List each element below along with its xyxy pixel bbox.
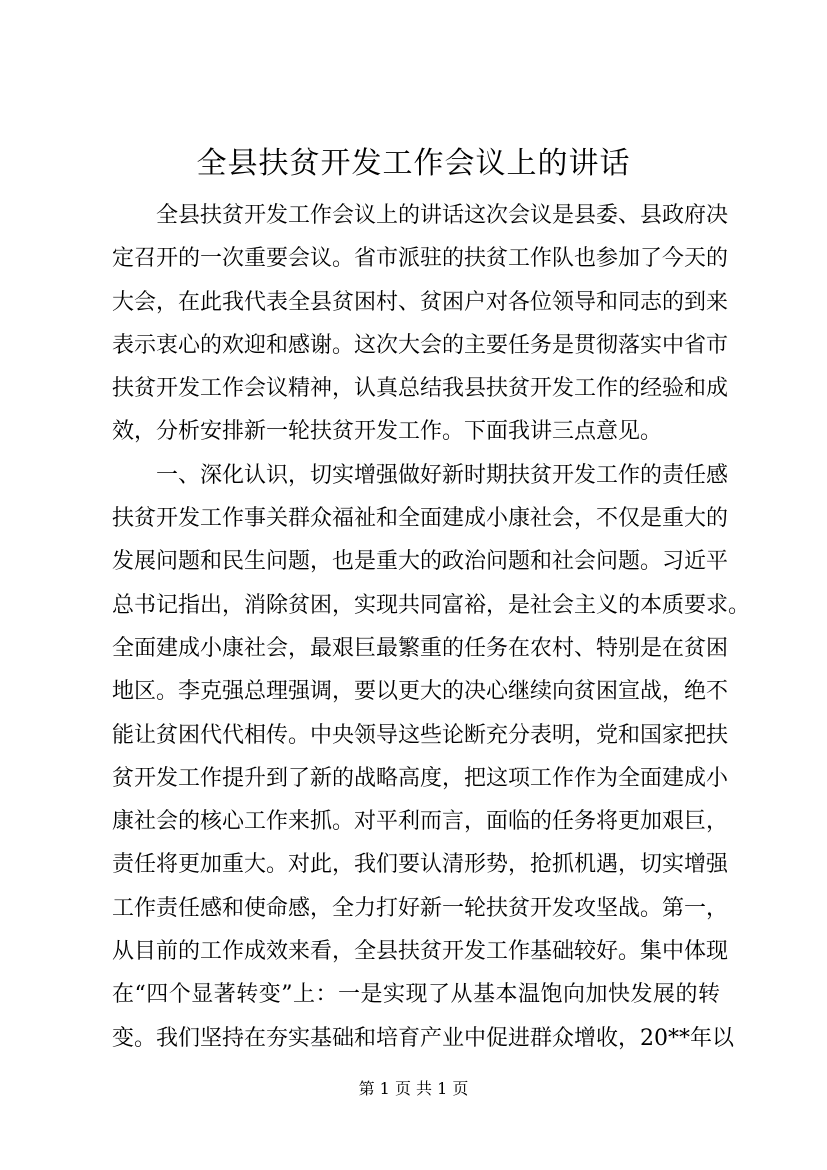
- body-line: 贫开发工作提升到了新的战略高度，把这项工作作为全面建成小: [112, 765, 729, 791]
- body-line: 在“四个显著转变”上：一是实现了从基本温饱向加快发展的转: [112, 982, 720, 1008]
- body-line: 扶贫开发工作事关群众福祉和全面建成小康社会，不仅是重大的: [112, 506, 729, 532]
- body-line: 效，分析安排新一轮扶贫开发工作。下面我讲三点意见。: [112, 419, 663, 445]
- body-line: 工作责任感和使命感，全力打好新一轮扶贫开发攻坚战。第一，: [112, 895, 729, 921]
- body-line: 定召开的一次重要会议。省市派驻的扶贫工作队也参加了今天的: [112, 246, 729, 272]
- body-line: 扶贫开发工作会议精神，认真总结我县扶贫开发工作的经验和成: [112, 376, 729, 402]
- body-line: 表示衷心的欢迎和感谢。这次大会的主要任务是贯彻落实中省市: [112, 332, 729, 358]
- body-line: 全县扶贫开发工作会议上的讲话这次会议是县委、县政府决: [156, 203, 729, 228]
- body-line: 从目前的工作成效来看，全县扶贫开发工作基础较好。集中体现: [112, 939, 729, 965]
- page-number-footer: 第 1 页 共 1 页: [358, 1079, 469, 1098]
- body-line: 总书记指出，消除贫困，实现共同富裕，是社会主义的本质要求。: [112, 592, 751, 618]
- document-title: 全县扶贫开发工作会议上的讲话: [196, 146, 631, 181]
- body-line: 地区。李克强总理强调，要以更大的决心继续向贫困宣战，绝不: [112, 679, 729, 705]
- body-line: 变。我们坚持在夯实基础和培育产业中促进群众增收，20**年以: [112, 1025, 734, 1051]
- body-line: 能让贫困代代相传。中央领导这些论断充分表明，党和国家把扶: [112, 722, 729, 748]
- body-line: 大会，在此我代表全县贫困村、贫困户对各位领导和同志的到来: [112, 289, 729, 315]
- body-line: 全面建成小康社会，最艰巨最繁重的任务在农村、特别是在贫困: [112, 635, 729, 661]
- body-line: 责任将更加重大。对此，我们要认清形势，抢抓机遇，切实增强: [112, 852, 729, 878]
- section-heading: 一、深化认识，切实增强做好新时期扶贫开发工作的责任感: [156, 462, 729, 488]
- body-line: 康社会的核心工作来抓。对平利而言，面临的任务将更加艰巨，: [112, 809, 729, 835]
- document-body: [112, 194, 751, 1060]
- body-line: 发展问题和民生问题，也是重大的政治问题和社会问题。习近平: [112, 549, 729, 575]
